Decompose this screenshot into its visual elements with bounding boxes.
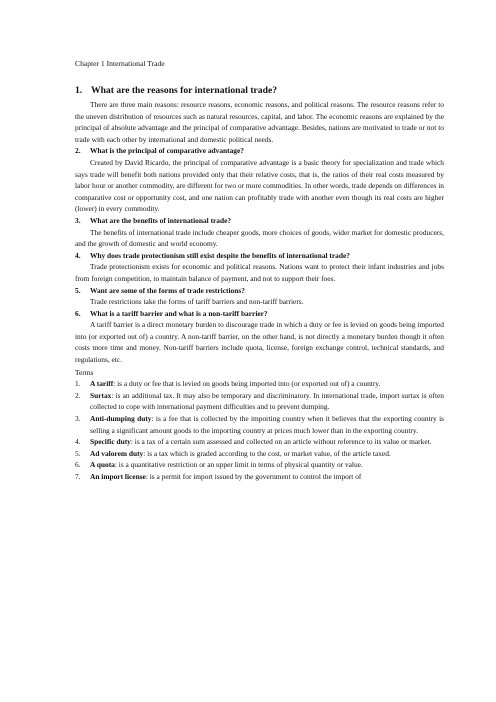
term-item <box>75 413 444 436</box>
answer-paragraph: A tariff barrier is a direct monetary burden to discourage trade in which a duty or fee is levied on goods being imported into (or exported out of) a country. A non-tariff barrier, on the other hand, is not directly a monetary burden though it often costs more time and money. Non-tariff barriers include quota, license, foreign exchange control, technical standards, and regulations, etc. <box>75 320 444 365</box>
answer-paragraph: There are three main reasons: resource reasons, economic reasons, and political reasons. The resource reasons refer to the uneven distribution of resources such as natural resources, capital, and labor. The economic reasons are explained by the principal of absolute advantage and the principal of comparative advantage. Besides, nations are motivated to trade or not to trade with each other by international and domestic political needs. <box>75 100 444 144</box>
term-item <box>75 471 444 483</box>
answer-paragraph: The benefits of international trade include cheaper goods, more choices of goods, wider market for domestic producers, and the growth of domestic and world economy. <box>75 227 444 249</box>
term-number: 4. <box>75 437 81 447</box>
question-heading <box>75 285 444 297</box>
question-heading <box>75 308 444 320</box>
term-definition: : is a fee that is collected by the importing country when it believes that the exporting country is selling a significant amount goods to the importing country at prices much lower than in the exporting country. <box>90 414 444 435</box>
term-definition: : is a tax which is graded according to the cost, or market value, of the article taxed. <box>143 448 391 458</box>
term-definition: : is a permit for import issued by the government to control the import of <box>145 472 362 481</box>
term-number: 6. <box>75 460 81 470</box>
term-name: Specific duty <box>90 437 131 447</box>
term-name: A tariff <box>90 379 114 389</box>
question-text: What are the reasons for international trade? <box>91 85 277 96</box>
question-number: 3. <box>75 215 81 225</box>
answer-paragraph: Trade protectionism exists for economic and political reasons. Nations want to protect their infant industries and jobs from foreign competition, to maintain balance of payment, and not to support their foes. <box>75 262 444 283</box>
question-number: 1. <box>75 85 83 96</box>
term-number: 1. <box>75 379 81 389</box>
question-number: 4. <box>75 250 81 260</box>
term-name: An import license <box>90 472 146 481</box>
chapter-title: Chapter 1 International Trade <box>75 59 165 68</box>
question-number: 5. <box>75 285 81 295</box>
term-name: Ad valorem duty <box>90 448 144 458</box>
term-item <box>75 448 444 460</box>
question-text: What is the principal of comparative advantage? <box>90 146 244 156</box>
answer-paragraph: Created by David Ricardo, the principal of comparative advantage is a basic theory for specialization and trade which says trade will benefit both nations provided only that their relative costs, that is, the ratios of their real costs measured by labor hour or another commodity, are different for two or more commodities. In other words, trade depends on differences in comparative cost or opportunity cost, and one nation can profitably trade with another even though its real costs are higher (lower) in every commodity. <box>75 157 444 214</box>
term-number: 2. <box>75 390 81 400</box>
question-number: 2. <box>75 146 81 156</box>
term-number: 3. <box>75 414 81 424</box>
term-number: 5. <box>75 448 81 458</box>
question-text: What is a tariff barrier and what is a non-tariff barrier? <box>90 308 268 318</box>
question-heading <box>75 250 444 262</box>
term-item <box>75 390 444 413</box>
question-number: 6. <box>75 308 81 318</box>
question-heading <box>75 215 444 227</box>
term-definition: : is a duty or fee that is levied on goods being imported into (or exported out of) a country. <box>113 379 381 389</box>
term-item <box>75 378 444 390</box>
question-text: What are the benefits of international trade? <box>90 215 232 225</box>
question-heading <box>75 85 444 97</box>
terms-heading: Terms <box>75 367 94 377</box>
term-item <box>75 459 444 471</box>
answer-paragraph: Trade restrictions take the forms of tariff barriers and non-tariff barriers. <box>90 297 304 307</box>
term-name: Surtax <box>90 390 112 400</box>
term-name: Anti-dumping duty <box>90 414 152 424</box>
term-definition: : is a tax of a certain sum assessed and collected on an article without reference to its value or market. <box>130 437 432 447</box>
question-heading <box>75 145 444 157</box>
term-number: 7. <box>75 472 81 481</box>
term-definition: : is a quantitative restriction or an upper limit in terms of physical quantity or value. <box>114 460 363 470</box>
term-name: A quota <box>90 460 115 470</box>
question-text: Why does trade protectionism still exist despite the benefits of international trade? <box>90 250 350 260</box>
term-definition: : is an additional tax. It may also be temporary and discriminatory. In international trade, import surtax is often collected to cope with international payment difficulties and to prevent dumping. <box>90 390 444 412</box>
term-item <box>75 436 444 448</box>
question-text: Want are some of the forms of trade restrictions? <box>90 285 245 295</box>
